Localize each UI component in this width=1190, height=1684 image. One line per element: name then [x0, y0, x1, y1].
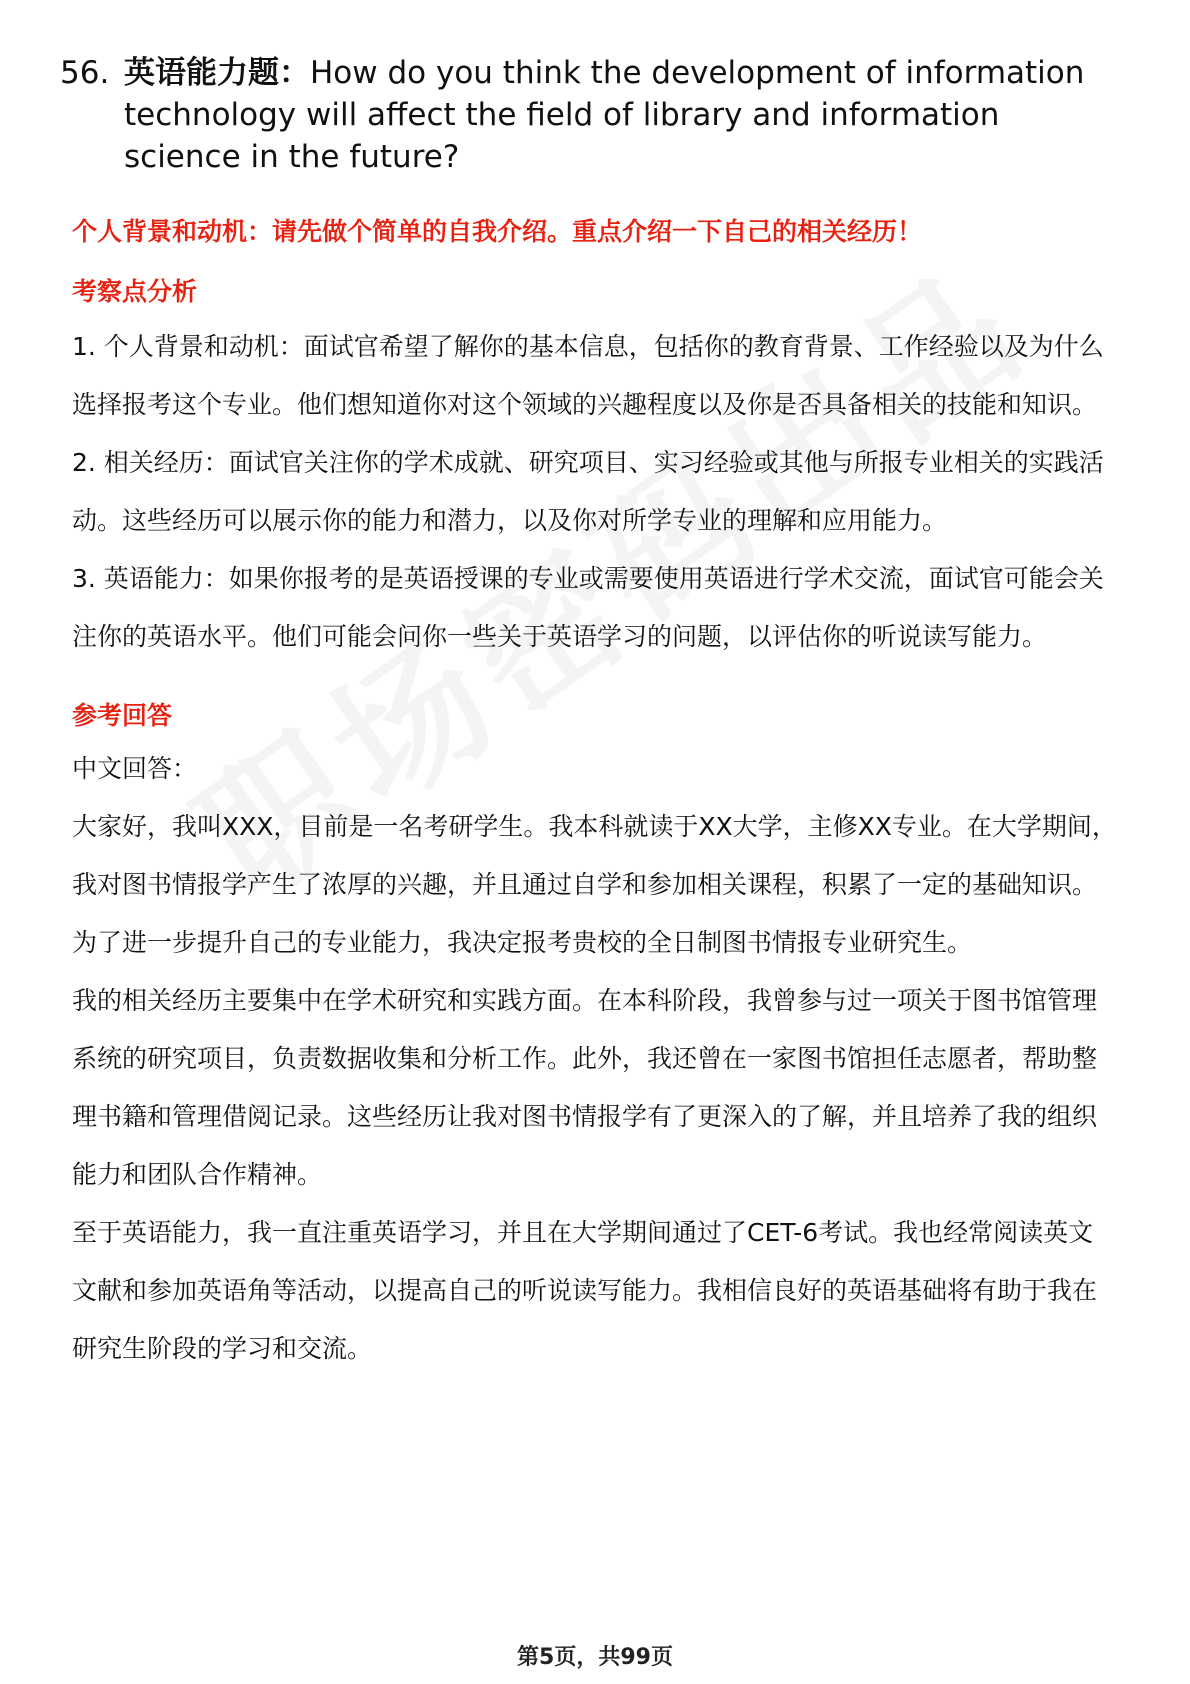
analysis-point: 2. 相关经历：面试官关注你的学术成就、研究项目、实习经验或其他与所报专业相关的实践活动。这些经历可以展示你的能力和潜力，以及你对所学专业的理解和应用能力。 [72, 448, 1104, 535]
question-body [124, 52, 1120, 178]
answer-heading: 参考回答 [72, 701, 173, 730]
answer-paragraph: 大家好，我叫XXX，目前是一名考研学生。我本科就读于XX大学，主修XX专业。在大学期间，我对图书情报学产生了浓厚的兴趣，并且通过自学和参加相关课程，积累了一定的基础知识。为了进一步提升自己的专业能力，我决定报考贵校的全日制图书情报专业研究生。 [72, 812, 1117, 957]
page-footer: 第5页，共99页 [517, 1645, 673, 1670]
analysis-point: 3. 英语能力：如果你报考的是英语授课的专业或需要使用英语进行学术交流，面试官可能会关注你的英语水平。他们可能会问你一些关于英语学习的问题，以评估你的听说读写能力。 [72, 564, 1104, 651]
answer-paragraph: 至于英语能力，我一直注重英语学习，并且在大学期间通过了CET-6考试。我也经常阅读英文文献和参加英语角等活动，以提高自己的听说读写能力。我相信良好的英语基础将有助于我在研究生阶段的学习和交流。 [72, 1218, 1098, 1363]
analysis-point: 1. 个人背景和动机：面试官希望了解你的基本信息，包括你的教育背景、工作经验以及为什么选择报考这个专业。他们想知道你对这个领域的兴趣程度以及你是否具备相关的技能和知识。 [72, 332, 1104, 419]
answer-paragraph: 我的相关经历主要集中在学术研究和实践方面。在本科阶段，我曾参与过一项关于图书馆管理系统的研究项目，负责数据收集和分析工作。此外，我还曾在一家图书馆担任志愿者，帮助整理书籍和管理借阅记录。这些经历让我对图书情报学有了更深入的了解，并且培养了我的组织能力和团队合作精神。 [72, 986, 1098, 1189]
question [60, 52, 1120, 178]
answer-subheading: 中文回答： [72, 754, 198, 783]
question-number: 56. [60, 55, 110, 91]
question-text: How do you think the development of information technology will affect the field of library and information science in the future? [124, 55, 1085, 175]
analysis-heading: 考察点分析 [72, 277, 198, 306]
question-label: 英语能力题： [124, 55, 310, 91]
main-content [72, 212, 1118, 1378]
prompt-heading: 个人背景和动机：请先做个简单的自我介绍。重点介绍一下自己的相关经历！ [72, 217, 923, 246]
